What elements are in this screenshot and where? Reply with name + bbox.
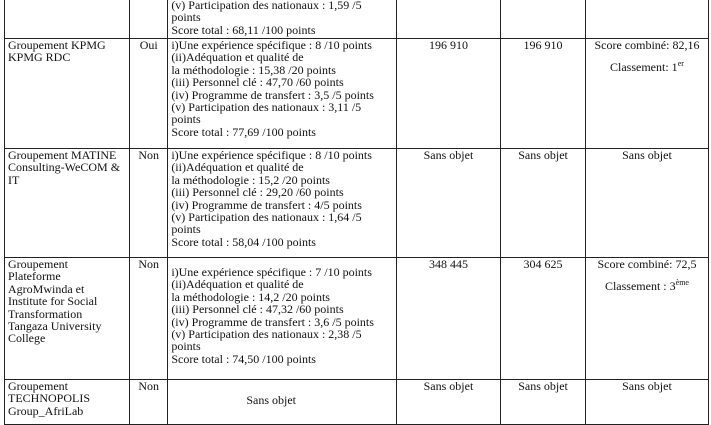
- bidder-name-line: Transformation: [8, 306, 83, 321]
- ranking-text: Classement: 1: [610, 60, 678, 75]
- bidder-name-line: IT: [8, 172, 20, 187]
- eval-line: (iv) Programme de transfert : 4/5 points: [171, 197, 362, 212]
- eval-line: (ii)Adéquation et qualité de: [171, 277, 304, 292]
- bidder-name-line: Tangaza University: [8, 319, 102, 334]
- conformity-cell: Non: [130, 258, 168, 380]
- bidder-name-line: KPMG RDC: [8, 50, 71, 65]
- conformity-cell: Oui: [130, 39, 168, 149]
- bidder-name-line: College: [8, 331, 46, 346]
- result-cell: [585, 258, 708, 380]
- combined-score: Score combiné: 82,16: [594, 38, 700, 52]
- eval-line: points: [171, 339, 201, 354]
- bidder-name-cell: [5, 258, 130, 380]
- offer-amount-cell: 304 625: [501, 258, 586, 380]
- eval-line: la méthodologie : 14,2 /20 points: [171, 289, 330, 304]
- eval-line: i)Une expérience spécifique : 8 /10 points: [171, 148, 372, 162]
- bidder-name-line: Groupement MATINE: [8, 148, 117, 162]
- eval-line: (iii) Personnel clé : 29,20 /60 points: [171, 185, 344, 200]
- eval-line: (v) Participation des nationaux : 2,38 /5: [171, 327, 362, 342]
- table-row: [5, 0, 709, 39]
- offer-amount-cell: Sans objet: [501, 149, 586, 258]
- eval-line: la méthodologie : 15,38 /20 points: [171, 62, 336, 77]
- conformity-cell: Non: [130, 380, 168, 425]
- eval-line: la méthodologie : 15,2 /20 points: [171, 172, 330, 187]
- table-row: [5, 149, 709, 258]
- evaluation-cell: [168, 149, 396, 258]
- bidder-name-line: TECHNOPOLIS: [8, 391, 91, 406]
- eval-line: Score total : 74,50 /100 points: [171, 351, 316, 366]
- result-cell: [585, 0, 708, 39]
- ranking-suffix: er: [677, 59, 684, 69]
- bidder-name-line: AgroMwinda et: [8, 281, 85, 296]
- table-row: [5, 258, 709, 380]
- bidder-name-line: Consulting-WeCOM &: [8, 160, 121, 175]
- offer-amount-cell: 196 910: [501, 39, 586, 149]
- evaluation-cell: [168, 258, 396, 380]
- eval-line: (iv) Programme de transfert : 3,6 /5 points: [171, 314, 374, 329]
- eval-line: (v) Participation des nationaux : 1,64 /5: [171, 210, 362, 225]
- bidder-name-cell: [5, 380, 130, 425]
- eval-line: (iii) Personnel clé : 47,70 /60 points: [171, 75, 344, 90]
- evaluation-cell: [168, 0, 396, 39]
- table-row: [5, 39, 709, 149]
- eval-line: points: [171, 112, 201, 127]
- conformity-cell: Non: [130, 149, 168, 258]
- table-row: [5, 380, 709, 425]
- bidder-name-line: Group_AfriLab: [8, 403, 84, 418]
- eval-text: Sans objet: [246, 393, 296, 407]
- offer-amount-cell: 196 910: [396, 39, 500, 149]
- bidder-name-cell: [5, 39, 130, 149]
- bidder-name-line: Groupement: [8, 257, 68, 271]
- eval-line: i)Une expérience spécifique : 8 /10 points: [171, 38, 372, 52]
- bidder-name-line: Groupement: [8, 379, 68, 393]
- result-cell: Sans objet: [585, 149, 708, 258]
- result-cell: Sans objet: [585, 380, 708, 425]
- eval-line: (ii)Adéquation et qualité de: [171, 160, 304, 175]
- eval-line: points: [171, 10, 201, 25]
- combined-score: Score combiné: 72,5: [597, 257, 697, 271]
- conformity-cell: [130, 0, 168, 39]
- offer-cell: [396, 0, 500, 39]
- eval-line: Score total : 68,11 /100 points: [171, 22, 316, 37]
- name-cell: [5, 0, 130, 39]
- bidder-name-cell: [5, 149, 130, 258]
- eval-line: i)Une expérience spécifique : 7 /10 points: [171, 265, 372, 279]
- bidder-name-line: Groupement KPMG: [8, 38, 106, 52]
- offer-amount-cell: 348 445: [396, 258, 500, 380]
- eval-line: Score total : 58,04 /100 points: [171, 234, 316, 249]
- offer-cell: [501, 0, 586, 39]
- offer-amount-cell: Sans objet: [501, 380, 586, 425]
- offer-amount-cell: Sans objet: [396, 149, 500, 258]
- evaluation-cell: [168, 380, 396, 425]
- bidder-name-line: Institute for Social: [8, 294, 98, 309]
- eval-line: (v) Participation des nationaux : 3,11 /5: [171, 100, 362, 115]
- eval-line: Score total : 77,69 /100 points: [171, 124, 316, 139]
- eval-line: (iii) Personnel clé : 47,32 /60 points: [171, 302, 344, 317]
- ranking: [589, 61, 705, 73]
- eval-line: (v) Participation des nationaux : 1,59 /5: [171, 0, 362, 12]
- bidder-name-line: Plateforme: [8, 269, 61, 284]
- eval-line: (iv) Programme de transfert : 3,5 /5 points: [171, 87, 374, 102]
- evaluation-table: [4, 0, 709, 425]
- ranking: [589, 280, 705, 292]
- ranking-text: Classement : 3: [604, 279, 676, 294]
- eval-line: (ii)Adéquation et qualité de: [171, 50, 304, 65]
- eval-line: points: [171, 222, 201, 237]
- ranking-suffix: ème: [675, 278, 689, 288]
- evaluation-cell: [168, 39, 396, 149]
- result-cell: [585, 39, 708, 149]
- offer-amount-cell: Sans objet: [396, 380, 500, 425]
